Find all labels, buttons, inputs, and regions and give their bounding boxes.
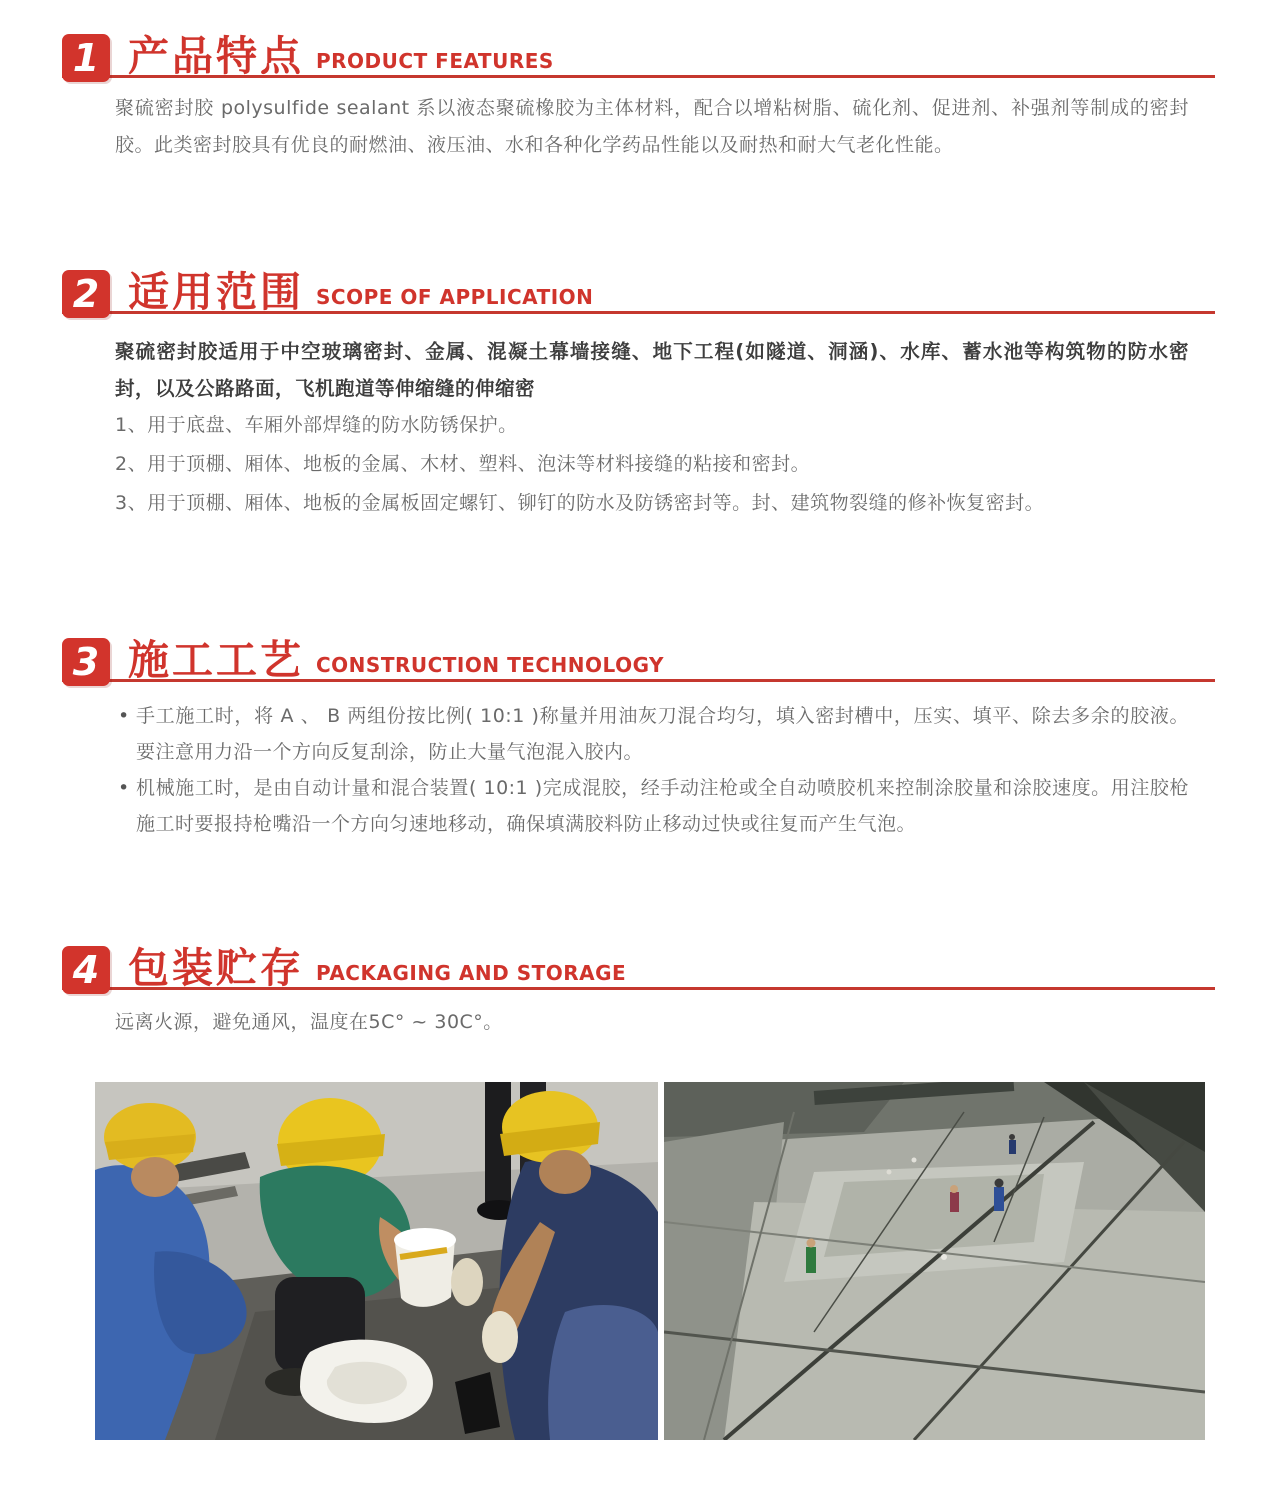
section-2-numbered-list bbox=[115, 410, 1189, 527]
section-3-bullet-list bbox=[118, 698, 1189, 842]
section-1-subtitle: PRODUCT FEATURES bbox=[316, 49, 554, 73]
section-1-paragraph: 聚硫密封胶 polysulfide sealant 系以液态聚硫橡胶为主体材料，配合以增粘树脂、硫化剂、促进剂、补强剂等制成的密封胶。此类密封胶具有优良的耐燃油、液压油、水和各种化学药品性能以及耐热和耐大气老化性能。 bbox=[115, 97, 1189, 156]
section-4-header bbox=[62, 946, 1215, 990]
section-2-lead-paragraph: 聚硫密封胶适用于中空玻璃密封、金属、混凝土幕墙接缝、地下工程(如隧道、洞涵)、水库、蓄水池等构筑物的防水密封，以及公路路面，飞机跑道等伸缩缝的伸缩密 bbox=[115, 340, 1189, 400]
section-2-number-badge: 2 bbox=[62, 270, 110, 318]
bullet-item bbox=[118, 698, 1189, 770]
section-4-number-badge: 4 bbox=[62, 946, 110, 994]
section-1-header bbox=[62, 34, 1215, 78]
list-item: 2、用于顶棚、厢体、地板的金属、木材、塑料、泡沫等材料接缝的粘接和密封。 bbox=[115, 453, 811, 475]
section-3-title: 施工工艺 bbox=[128, 636, 304, 684]
section-3-number-badge: 3 bbox=[62, 638, 110, 686]
right-photo-illustration bbox=[664, 1082, 1205, 1440]
section-3-header bbox=[62, 638, 1215, 682]
worker-figure bbox=[806, 1239, 816, 1274]
list-item: 3、用于顶棚、厢体、地板的金属板固定螺钉、铆钉的防水及防锈密封等。封、建筑物裂缝的修补恢复密封。 bbox=[115, 492, 1045, 514]
bullet-text: 手工施工时，将 A 、 B 两组份按比例( 10:1 )称量并用油灰刀混合均匀，填入密封槽中，压实、填平、除去多余的胶液。要注意用力沿一个方向反复刮涂，防止大量气泡混入胶内。 bbox=[136, 705, 1189, 763]
section-2-subtitle: SCOPE OF APPLICATION bbox=[316, 285, 594, 309]
section-4-paragraph: 远离火源，避免通风，温度在5C° ~ 30C°。 bbox=[115, 1011, 503, 1033]
section-3-subtitle: CONSTRUCTION TECHNOLOGY bbox=[316, 653, 665, 677]
section-1-number-badge: 1 bbox=[62, 34, 110, 82]
bullet-icon: • bbox=[118, 777, 130, 799]
section-1-title: 产品特点 bbox=[128, 32, 304, 80]
section-4-subtitle: PACKAGING AND STORAGE bbox=[316, 961, 627, 985]
section-4-title: 包装贮存 bbox=[128, 944, 304, 992]
section-2-header bbox=[62, 270, 1215, 314]
worker-figure bbox=[994, 1179, 1004, 1212]
bullet-text: 机械施工时，是由自动计量和混合装置( 10:1 )完成混胶，经手动注枪或全自动喷胶机来控制涂胶量和涂胶速度。用注胶枪施工时要报持枪嘴沿一个方向匀速地移动，确保填满胶料防止移动过快或往复而产生气泡。 bbox=[136, 777, 1189, 835]
bullet-item bbox=[118, 770, 1189, 842]
concrete-slope-expansion-joints-photo bbox=[664, 1082, 1205, 1440]
workers-applying-sealant-photo bbox=[95, 1082, 658, 1440]
worker-figure bbox=[1009, 1134, 1016, 1154]
worker-figure bbox=[950, 1185, 959, 1212]
left-photo-illustration bbox=[95, 1082, 658, 1440]
list-item: 1、用于底盘、车厢外部焊缝的防水防锈保护。 bbox=[115, 414, 518, 436]
bullet-icon: • bbox=[118, 705, 130, 727]
section-2-title: 适用范围 bbox=[128, 268, 304, 316]
